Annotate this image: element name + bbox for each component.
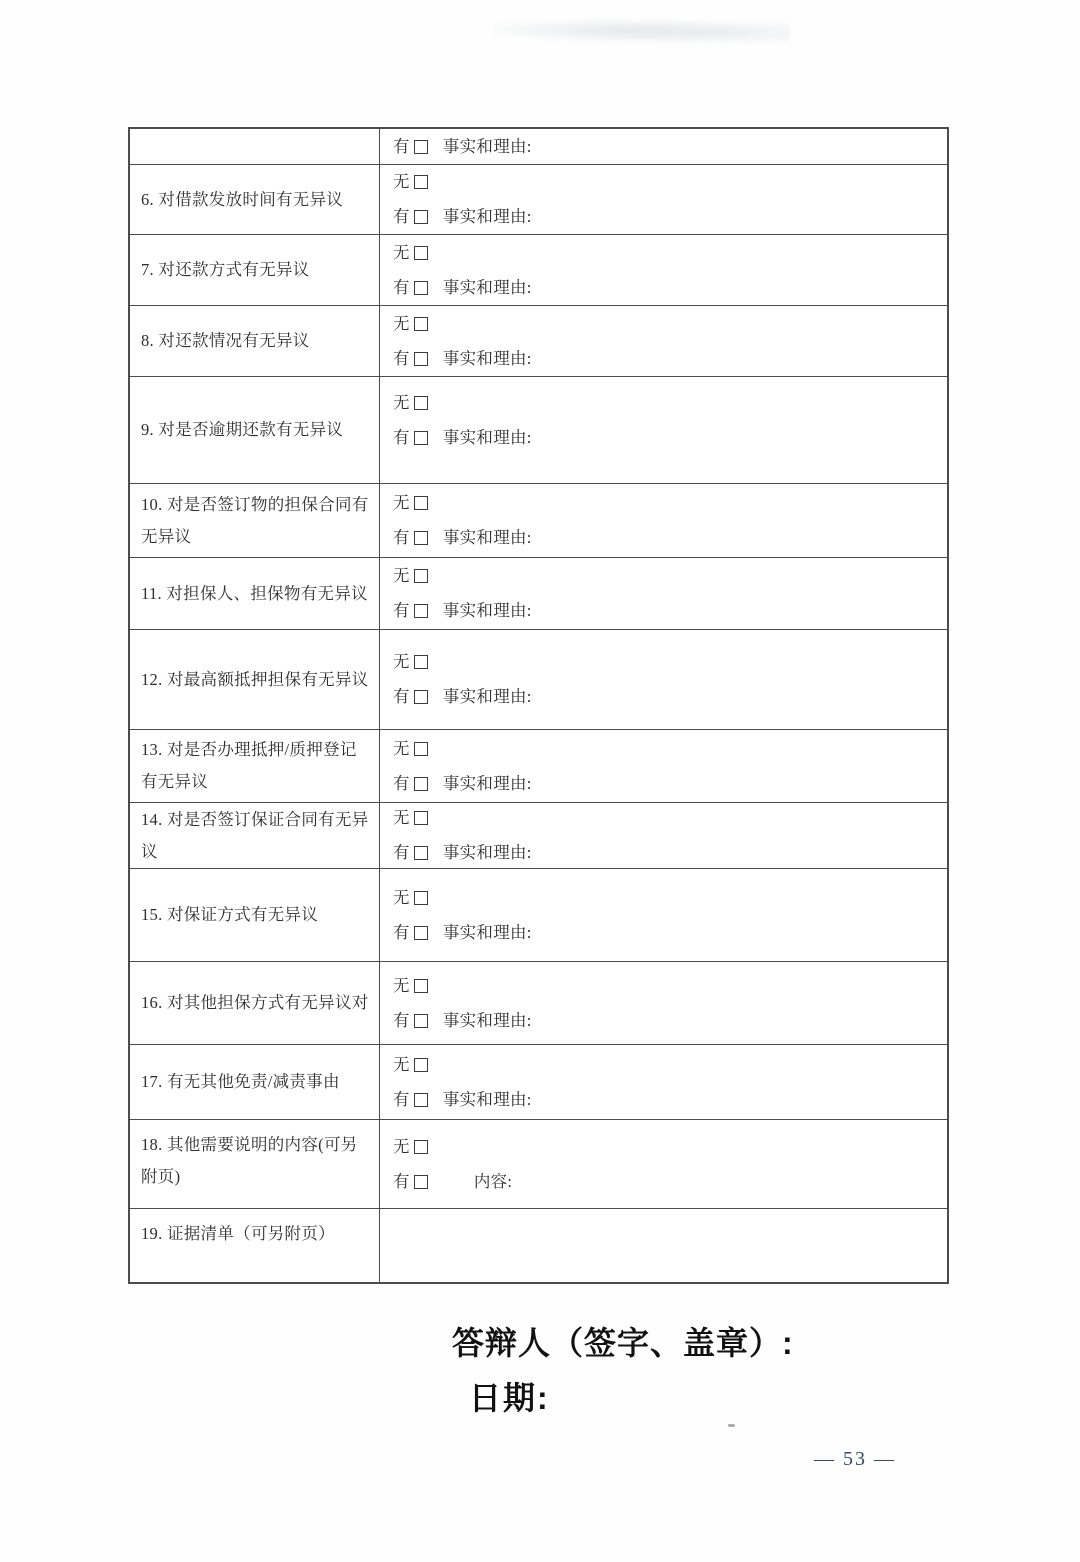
option-prefix: 有 [393,1089,410,1109]
row-label-cell [130,306,380,376]
response-table [128,127,949,1284]
option-prefix: 有 [393,348,410,368]
option-line [393,652,939,672]
option-line [393,137,939,157]
option-line [393,243,939,263]
option-detail: 事实和理由: [442,601,532,620]
row-options-cell [380,630,947,729]
row-label: 10. 对是否签订物的担保合同有无异议 [141,494,369,546]
checkbox-no-objection[interactable] [414,317,428,331]
option-detail: 事实和理由: [442,1010,532,1030]
option-prefix: 无 [393,975,410,995]
option-prefix: 有 [393,207,410,226]
checkbox-has-objection[interactable] [414,690,428,704]
row-label: 14. 对是否签订保证合同有无异议 [141,809,369,861]
option-prefix: 无 [393,808,410,827]
row-label: 16. 对其他担保方式有无异议对 [141,993,369,1012]
option-line [393,349,939,369]
option-prefix: 有 [393,1171,410,1191]
checkbox-no-objection[interactable] [414,811,428,825]
row-label: 12. 对最高额抵押担保有无异议 [141,669,369,689]
row-options-cell [380,129,947,164]
table-row [130,1045,947,1120]
table-row [130,306,947,377]
table-row [130,484,947,558]
row-options-cell [380,558,947,629]
option-prefix: 无 [393,738,410,758]
table-row [130,1209,947,1282]
row-label: 11. 对担保人、担保物有无异议 [141,583,368,603]
option-detail: 事实和理由: [442,428,532,447]
checkbox-has-objection[interactable] [414,352,428,366]
checkbox-no-objection[interactable] [414,496,428,510]
row-options-cell [380,1209,947,1282]
option-line [393,493,939,513]
row-options-cell [380,869,947,961]
row-label-cell [130,1209,380,1282]
option-line [393,601,939,621]
option-detail: 内容: [473,1171,513,1191]
checkbox-has-objection[interactable] [414,604,428,618]
row-options-cell [380,306,947,376]
option-prefix: 无 [393,172,410,191]
row-options-cell [380,235,947,305]
row-label-cell [130,730,380,802]
row-options-cell [380,962,947,1044]
checkbox-has-objection[interactable] [414,210,428,224]
option-line [393,976,939,996]
option-line [393,566,939,586]
row-label: 19. 证据清单（可另附页） [141,1224,335,1243]
row-options-cell [380,1045,947,1119]
option-prefix: 有 [393,1010,410,1030]
checkbox-no-objection[interactable] [414,742,428,756]
option-line [393,1172,939,1192]
checkbox-no-objection[interactable] [414,1058,428,1072]
row-label-cell [130,869,380,961]
checkbox-no-objection[interactable] [414,175,428,189]
option-detail: 事实和理由: [442,843,532,862]
option-prefix: 有 [393,428,410,447]
option-line [393,808,939,828]
option-detail: 事实和理由: [442,528,532,547]
option-detail: 事实和理由: [442,1089,532,1109]
option-prefix: 无 [393,1054,410,1074]
option-prefix: 无 [393,566,410,585]
table-row [130,1120,947,1209]
row-label-cell [130,235,380,305]
option-prefix: 有 [393,687,410,706]
option-prefix: 无 [393,242,410,262]
checkbox-no-objection[interactable] [414,246,428,260]
option-detail: 事实和理由: [442,922,532,942]
option-prefix: 有 [393,528,410,547]
row-label-cell [130,377,380,483]
option-line [393,172,939,192]
row-label: 17. 有无其他免责/减责事由 [141,1072,340,1091]
option-detail: 事实和理由: [442,348,532,368]
option-line [393,687,939,707]
scan-artifact [495,16,790,44]
checkbox-has-objection[interactable] [414,1014,428,1028]
row-options-cell [380,377,947,483]
option-line [393,1011,939,1031]
checkbox-has-objection[interactable] [414,431,428,445]
option-prefix: 无 [393,887,410,907]
option-detail: 事实和理由: [442,687,532,706]
row-options-cell [380,1120,947,1208]
option-prefix: 有 [393,922,410,942]
option-prefix: 有 [393,773,410,793]
row-label-cell [130,484,380,557]
table-row [130,165,947,235]
respondent-signature-label: 答辩人（签字、盖章）: [452,1325,794,1361]
row-label-cell [130,630,380,729]
date-label: 日期: [469,1380,550,1416]
checkbox-has-objection[interactable] [414,531,428,545]
row-label: 7. 对还款方式有无异议 [141,260,310,279]
option-line [393,888,939,908]
row-options-cell [380,803,947,868]
checkbox-no-objection[interactable] [414,396,428,410]
row-options-cell [380,484,947,557]
row-label: 13. 对是否办理抵押/质押登记有无异议 [141,740,357,791]
checkbox-has-objection[interactable] [414,281,428,295]
page-number: — 53 — [814,1448,896,1470]
option-line [393,314,939,334]
row-label-cell [130,129,380,164]
table-row [130,235,947,306]
checkbox-has-objection[interactable] [414,1175,428,1189]
option-line [393,1055,939,1075]
option-prefix: 无 [393,393,410,412]
option-line [393,528,939,548]
checkbox-no-objection[interactable] [414,569,428,583]
row-options-cell [380,730,947,802]
row-label-cell [130,165,380,234]
option-line [393,278,939,298]
option-line [393,207,939,227]
checkbox-no-objection[interactable] [414,979,428,993]
checkbox-has-objection[interactable] [414,140,428,154]
option-line [393,1137,939,1157]
option-line [393,1090,939,1110]
option-detail: 事实和理由: [442,773,532,793]
option-prefix: 无 [393,493,410,512]
row-label-cell [130,962,380,1044]
checkbox-has-objection[interactable] [414,777,428,791]
row-label-cell [130,1045,380,1119]
option-prefix: 有 [393,843,410,862]
table-row [130,962,947,1045]
row-label: 9. 对是否逾期还款有无异议 [141,420,344,439]
row-label: 15. 对保证方式有无异议 [141,905,319,924]
table-row [130,558,947,630]
signature-block [452,1318,794,1419]
checkbox-no-objection[interactable] [414,891,428,905]
option-prefix: 无 [393,313,410,333]
option-prefix: 无 [393,652,410,671]
row-label-cell [130,803,380,868]
option-prefix: 有 [393,601,410,620]
table-row [130,129,947,165]
table-row [130,803,947,869]
option-line [393,393,939,413]
option-prefix: 有 [393,277,410,297]
option-line [393,774,939,794]
option-line [393,428,939,448]
scan-speck [728,1424,735,1427]
option-line [393,923,939,943]
row-options-cell [380,165,947,234]
row-label: 8. 对还款情况有无异议 [141,331,310,350]
option-line [393,739,939,759]
option-prefix: 有 [393,136,410,156]
option-prefix: 无 [393,1136,410,1156]
row-label-cell [130,1120,380,1208]
checkbox-has-objection[interactable] [414,926,428,940]
checkbox-no-objection[interactable] [414,655,428,669]
option-detail: 事实和理由: [442,277,532,297]
row-label: 18. 其他需要说明的内容(可另附页) [141,1135,358,1186]
checkbox-has-objection[interactable] [414,846,428,860]
option-line [393,843,939,863]
table-row [130,869,947,962]
table-row [130,377,947,484]
row-label: 6. 对借款发放时间有无异议 [141,189,344,209]
option-detail: 事实和理由: [442,207,532,226]
row-label-cell [130,558,380,629]
table-row [130,630,947,730]
checkbox-has-objection[interactable] [414,1093,428,1107]
checkbox-no-objection[interactable] [414,1140,428,1154]
option-detail: 事实和理由: [442,136,532,156]
table-row [130,730,947,803]
